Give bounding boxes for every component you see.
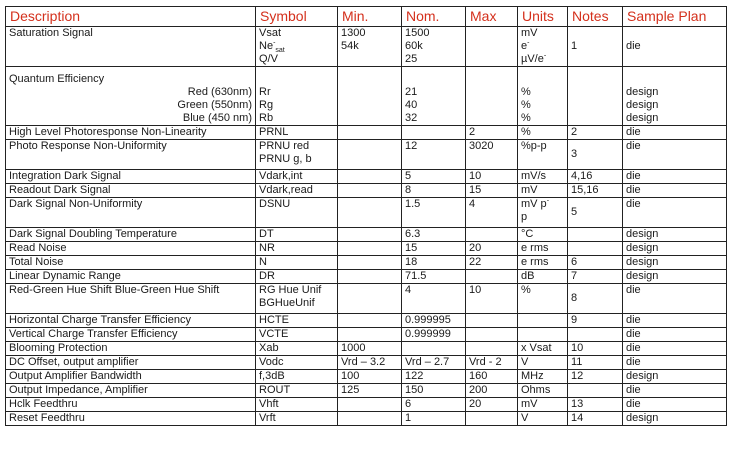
row-units: e rms bbox=[518, 256, 568, 270]
row-units bbox=[518, 314, 568, 328]
row-nom: 5 bbox=[402, 170, 466, 184]
row-plan: die bbox=[623, 140, 727, 170]
row-nom: 0.999995 bbox=[402, 314, 466, 328]
row-description: Integration Dark Signal bbox=[6, 170, 256, 184]
row-min: 125 bbox=[338, 384, 402, 398]
row-units: mV e- µV/e- bbox=[518, 27, 568, 67]
row-nom: 6 bbox=[402, 398, 466, 412]
row-notes: 14 bbox=[568, 412, 623, 426]
row-plan: design bbox=[623, 256, 727, 270]
table-row bbox=[6, 228, 727, 242]
row-description: Blooming Protection bbox=[6, 342, 256, 356]
row-min bbox=[338, 170, 402, 184]
row-nom: 18 bbox=[402, 256, 466, 270]
row-notes: 15,16 bbox=[568, 184, 623, 198]
row-max: 2 bbox=[466, 126, 518, 140]
row-description: Readout Dark Signal bbox=[6, 184, 256, 198]
row-nom: 0.999999 bbox=[402, 328, 466, 342]
table-row bbox=[6, 356, 727, 370]
row-nom bbox=[402, 126, 466, 140]
row-description: Dark Signal Doubling Temperature bbox=[6, 228, 256, 242]
row-nom: 71.5 bbox=[402, 270, 466, 284]
specification-table bbox=[5, 6, 727, 426]
row-units: % bbox=[518, 126, 568, 140]
row-min bbox=[338, 184, 402, 198]
row-description: Saturation Signal bbox=[6, 27, 256, 67]
row-units: Ohms bbox=[518, 384, 568, 398]
header-max: Max bbox=[466, 7, 518, 27]
table-row bbox=[6, 328, 727, 342]
row-plan: die bbox=[623, 328, 727, 342]
row-symbol: f,3dB bbox=[256, 370, 338, 384]
row-description: Output Impedance, Amplifier bbox=[6, 384, 256, 398]
table-row bbox=[6, 140, 727, 170]
row-min bbox=[338, 270, 402, 284]
row-symbol: Vrft bbox=[256, 412, 338, 426]
table-row bbox=[6, 314, 727, 328]
row-notes: 1 bbox=[568, 27, 623, 67]
row-symbol: ROUT bbox=[256, 384, 338, 398]
header-notes: Notes bbox=[568, 7, 623, 27]
row-symbol: VCTE bbox=[256, 328, 338, 342]
row-max: 4 bbox=[466, 198, 518, 228]
row-units: %p-p bbox=[518, 140, 568, 170]
row-max bbox=[466, 270, 518, 284]
row-units: °C bbox=[518, 228, 568, 242]
row-units: mV bbox=[518, 184, 568, 198]
row-max bbox=[466, 67, 518, 126]
row-notes: 6 bbox=[568, 256, 623, 270]
row-max bbox=[466, 328, 518, 342]
row-symbol: Vhft bbox=[256, 398, 338, 412]
row-description: High Level Photoresponse Non-Linearity bbox=[6, 126, 256, 140]
table-row bbox=[6, 270, 727, 284]
table-row bbox=[6, 184, 727, 198]
row-min bbox=[338, 198, 402, 228]
row-plan: die bbox=[623, 342, 727, 356]
row-description: Reset Feedthru bbox=[6, 412, 256, 426]
row-notes: 4,16 bbox=[568, 170, 623, 184]
header-min: Min. bbox=[338, 7, 402, 27]
row-symbol: Vodc bbox=[256, 356, 338, 370]
row-max bbox=[466, 228, 518, 242]
row-symbol: RG Hue Unif BGHueUnif bbox=[256, 284, 338, 314]
row-notes: 8 bbox=[568, 284, 623, 314]
row-max: 22 bbox=[466, 256, 518, 270]
row-symbol: Vdark,read bbox=[256, 184, 338, 198]
row-symbol: DR bbox=[256, 270, 338, 284]
row-notes: 2 bbox=[568, 126, 623, 140]
row-nom: 1 bbox=[402, 412, 466, 426]
row-notes: 13 bbox=[568, 398, 623, 412]
row-min bbox=[338, 126, 402, 140]
row-notes: 3 bbox=[568, 140, 623, 170]
row-nom: 1500 60k 25 bbox=[402, 27, 466, 67]
row-max bbox=[466, 412, 518, 426]
row-units: mV p- p bbox=[518, 198, 568, 228]
row-nom: 150 bbox=[402, 384, 466, 398]
row-units: mV bbox=[518, 398, 568, 412]
row-plan: design bbox=[623, 412, 727, 426]
row-notes bbox=[568, 242, 623, 256]
table-row bbox=[6, 370, 727, 384]
row-plan: die bbox=[623, 170, 727, 184]
row-notes bbox=[568, 384, 623, 398]
row-min bbox=[338, 284, 402, 314]
row-nom: 6.3 bbox=[402, 228, 466, 242]
row-min bbox=[338, 314, 402, 328]
row-units: V bbox=[518, 412, 568, 426]
table-row bbox=[6, 126, 727, 140]
row-units: MHz bbox=[518, 370, 568, 384]
table-row bbox=[6, 384, 727, 398]
row-plan: design bbox=[623, 242, 727, 256]
row-symbol: DSNU bbox=[256, 198, 338, 228]
row-plan: die bbox=[623, 198, 727, 228]
table-row bbox=[6, 284, 727, 314]
row-max bbox=[466, 342, 518, 356]
row-symbol: DT bbox=[256, 228, 338, 242]
row-plan: design bbox=[623, 270, 727, 284]
header-units: Units bbox=[518, 7, 568, 27]
row-symbol: Rr Rg Rb bbox=[256, 67, 338, 126]
row-symbol: Xab bbox=[256, 342, 338, 356]
row-plan: die bbox=[623, 27, 727, 67]
row-nom: 21 40 32 bbox=[402, 67, 466, 126]
table-row bbox=[6, 342, 727, 356]
row-notes bbox=[568, 328, 623, 342]
row-min: 1300 54k bbox=[338, 27, 402, 67]
row-min: 100 bbox=[338, 370, 402, 384]
row-nom bbox=[402, 342, 466, 356]
row-max: Vrd - 2 bbox=[466, 356, 518, 370]
row-min bbox=[338, 67, 402, 126]
row-min bbox=[338, 140, 402, 170]
row-units: mV/s bbox=[518, 170, 568, 184]
row-plan: die bbox=[623, 284, 727, 314]
row-units: V bbox=[518, 356, 568, 370]
row-description: Read Noise bbox=[6, 242, 256, 256]
row-symbol: NR bbox=[256, 242, 338, 256]
row-description: Output Amplifier Bandwidth bbox=[6, 370, 256, 384]
row-min bbox=[338, 328, 402, 342]
header-nom: Nom. bbox=[402, 7, 466, 27]
row-min bbox=[338, 242, 402, 256]
row-notes: 5 bbox=[568, 198, 623, 228]
table-row bbox=[6, 67, 727, 126]
row-notes: 12 bbox=[568, 370, 623, 384]
row-symbol: HCTE bbox=[256, 314, 338, 328]
row-notes: 11 bbox=[568, 356, 623, 370]
row-plan: die bbox=[623, 398, 727, 412]
row-units: % % % bbox=[518, 67, 568, 126]
row-units: x Vsat bbox=[518, 342, 568, 356]
table-row bbox=[6, 412, 727, 426]
row-symbol: Vdark,int bbox=[256, 170, 338, 184]
table-row bbox=[6, 27, 727, 67]
row-max bbox=[466, 314, 518, 328]
row-plan: die bbox=[623, 126, 727, 140]
row-notes: 7 bbox=[568, 270, 623, 284]
table-row bbox=[6, 256, 727, 270]
table-row bbox=[6, 242, 727, 256]
row-nom: 4 bbox=[402, 284, 466, 314]
table-row bbox=[6, 398, 727, 412]
row-max: 10 bbox=[466, 170, 518, 184]
row-min bbox=[338, 412, 402, 426]
row-nom: 1.5 bbox=[402, 198, 466, 228]
table-row bbox=[6, 198, 727, 228]
row-plan: die bbox=[623, 384, 727, 398]
row-units bbox=[518, 328, 568, 342]
row-description: Horizontal Charge Transfer Efficiency bbox=[6, 314, 256, 328]
row-units: e rms bbox=[518, 242, 568, 256]
row-max: 15 bbox=[466, 184, 518, 198]
row-plan: die bbox=[623, 356, 727, 370]
row-plan: design design design bbox=[623, 67, 727, 126]
row-max: 20 bbox=[466, 398, 518, 412]
header-description: Description bbox=[6, 7, 256, 27]
row-description: Dark Signal Non-Uniformity bbox=[6, 198, 256, 228]
header-row bbox=[6, 7, 727, 27]
row-description: Vertical Charge Transfer Efficiency bbox=[6, 328, 256, 342]
row-nom: 15 bbox=[402, 242, 466, 256]
row-plan: design bbox=[623, 228, 727, 242]
row-plan: die bbox=[623, 314, 727, 328]
row-nom: 8 bbox=[402, 184, 466, 198]
row-max: 3020 bbox=[466, 140, 518, 170]
row-min: Vrd – 3.2 bbox=[338, 356, 402, 370]
row-description: Hclk Feedthru bbox=[6, 398, 256, 412]
row-min bbox=[338, 256, 402, 270]
row-description: Photo Response Non-Uniformity bbox=[6, 140, 256, 170]
row-min bbox=[338, 398, 402, 412]
row-min: 1000 bbox=[338, 342, 402, 356]
row-notes: 10 bbox=[568, 342, 623, 356]
row-max: 160 bbox=[466, 370, 518, 384]
header-sample-plan: Sample Plan bbox=[623, 7, 727, 27]
row-symbol: Vsat $Ne^-_{sat}$ Q/V bbox=[256, 27, 338, 67]
row-max: 10 bbox=[466, 284, 518, 314]
table-row bbox=[6, 170, 727, 184]
row-max bbox=[466, 27, 518, 67]
row-units: dB bbox=[518, 270, 568, 284]
row-nom: 122 bbox=[402, 370, 466, 384]
row-plan: die bbox=[623, 184, 727, 198]
row-notes bbox=[568, 67, 623, 126]
row-symbol: PRNL bbox=[256, 126, 338, 140]
row-units: % bbox=[518, 284, 568, 314]
row-description: Linear Dynamic Range bbox=[6, 270, 256, 284]
row-description: DC Offset, output amplifier bbox=[6, 356, 256, 370]
row-description: Total Noise bbox=[6, 256, 256, 270]
row-nom: 12 bbox=[402, 140, 466, 170]
row-symbol: PRNU red PRNU g, b bbox=[256, 140, 338, 170]
row-notes: 9 bbox=[568, 314, 623, 328]
row-notes bbox=[568, 228, 623, 242]
row-plan: design bbox=[623, 370, 727, 384]
row-min bbox=[338, 228, 402, 242]
row-description: Red-Green Hue Shift Blue-Green Hue Shift bbox=[6, 284, 256, 314]
row-nom: Vrd – 2.7 bbox=[402, 356, 466, 370]
row-max: 20 bbox=[466, 242, 518, 256]
row-description: Quantum Efficiency Red (630nm) Green (550nm) Blue (450 nm) bbox=[6, 67, 256, 126]
row-symbol: N bbox=[256, 256, 338, 270]
header-symbol: Symbol bbox=[256, 7, 338, 27]
row-max: 200 bbox=[466, 384, 518, 398]
